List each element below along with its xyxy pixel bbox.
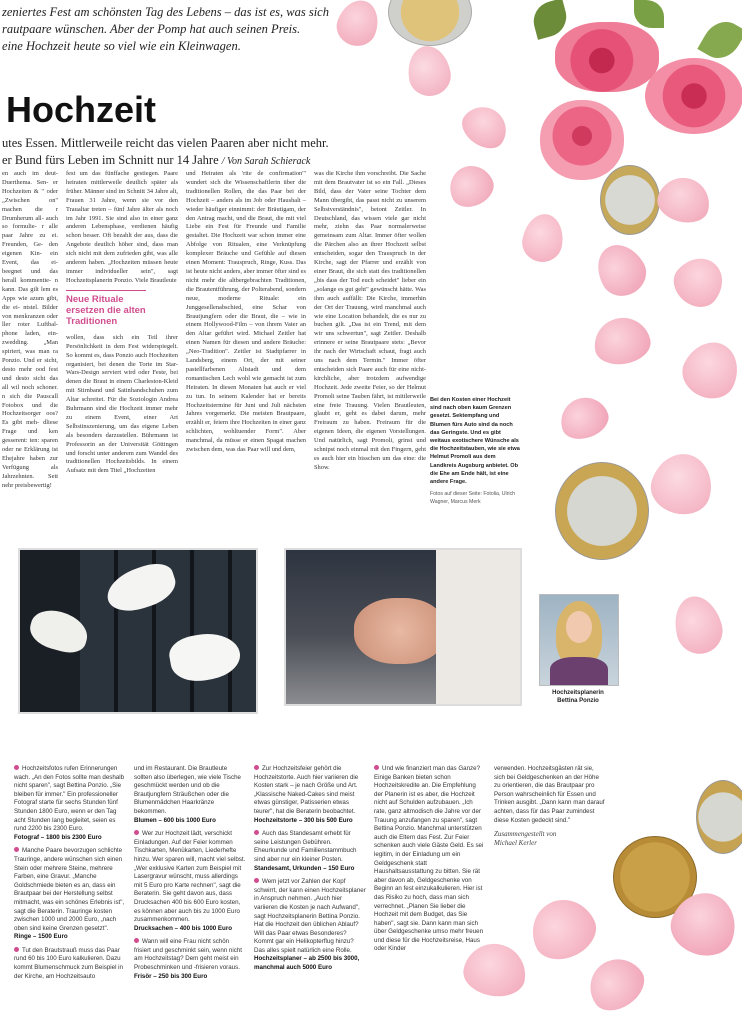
photo-credit: Fotos auf dieser Seite: Fotolia, Ulrich Wagner, Marcus Merk	[430, 491, 516, 505]
pull-quote: Neue Rituale ersetzen die alten Traditionen	[66, 290, 146, 330]
bullet-dot	[134, 938, 139, 943]
cost-column	[14, 765, 126, 1005]
subtitle-line: er Bund fürs Leben im Schnitt nur 14 Jahre	[2, 153, 219, 167]
cost-text: Wer zur Hochzeit lädt, verschickt Einladungen. Auf der Feier kommen Tischkarten, Menükarten, Liederhefte hinzu. Wer sparen will, macht viel selbst. „Wer exklusive Karten zum Beispiel mit Lasergravur wünscht, muss allerdings mit 5 Euro pro Karte rechnen", sagt die Beraterin. Sie geht davon aus, dass Drucksachen 400 bis 600 Euro kosten, es können aber auch bis zu 1000 Euro zusammenkommen.	[134, 830, 246, 924]
top-shape	[550, 657, 608, 686]
coin-decoration	[388, 0, 472, 46]
bullet-dot	[374, 765, 379, 770]
body-column	[66, 170, 178, 540]
cost-text: Tut den Brautstrauß muss das Paar rund 60 bis 100 Euro kalkulieren. Dazu kommt Blumenschmuck zum Beispiel in der Kirche, am Hochzeitsauto	[14, 946, 124, 980]
intro-line: rautpaare wünschen. Aber der Pomp hat auch seinen Preis.	[2, 22, 301, 36]
caption-bold: Bei den Kosten einer Hochzeit sind nach oben kaum Grenzen gesetzt. Sektempfang und Blumen fürs Auto sind da noch das Geringste. Und es gibt weitaus exotischere Wünsche als die Hochzeitstauben, wie sie etwa Helmut Promoli aus dem Landkreis Augsburg anbietet. Ob die Ehe am Ende hält, ist eine andere Frage.	[430, 397, 520, 486]
cost-column	[374, 765, 486, 1005]
body-column: und Heiraten als 'rite de confirmation'" wundert sich die Wissenschaftlerin über die traditionellen Rollen, die das Paar bei der Hochzeit – anders als im Job oder Haushalt – wieder häufiger einnimmt: der Bräutigam, der den Antrag macht, und die Braut, die mit viel Liebe ein Fest für Freunde und Familie gestaltet. Die Hochzeit war schon immer eine Abfolge von Ritualen, eine Verknüpfung komplexer Bräuche und Gefühle auf diesen einen Moment: Trauspruch, Ringe, Kuss. Das ist heute nicht anders, aber immer öfter sind es nicht mehr die altbergebrachten Traditionen, die Brautentführung, der Polterabend, sondern neue, moderne Rituale: ein Junggesellenabschied, eine Schar von Brautjungfern oder die Braut, die – wie in einem Hollywood-Film – von ihrem Vater an den Altar geführt wird. Michael Zeitler hat einen Namen für diesen und andere Bräuche: „Neo-Tradition". Zeitler ist Stadtpfarrer in Landsberg, einem Ort, der mit seiner pastellfarbenen Altstadt und dem romantischen Lech wohl wie gemacht ist zum Heiraten. In diesen Monaten hat auch er viel zu tun. In seinem Kalender hat er bereits Hochzeitstermine für Juni und Juli nächsten Jahres vorgemerkt. Die meisten Brautpaare, erzählt er, feiern ihre Hochzeiten in einer ganz schlichten, wohltuender Form". Aber manchmal, da müsse er einen Spagat machen zwischen dem, was das Paar will und dem,	[186, 170, 306, 454]
bullet-dot	[254, 830, 259, 835]
cost-text: Manche Paare bevorzugen schlichte Trauringe, andere wünschen sich einen Stein oder mehrere Steine, mehrere Farben, eine Gravur. „Manche Goldschmiede bieten es an, dass ein Brautpaar bei der Herstellung selbst mitmacht, was ein schönes Erlebnis ist", sagt die Beraterin. Trauringe kosten zwischen 1000 und 2000 Euro, „nach oben sind keine Grenzen gesetzt".	[14, 847, 125, 932]
coin-decoration	[600, 165, 660, 235]
cost-item	[134, 830, 246, 933]
author-byline: / Von Sarah Schierack	[221, 156, 311, 167]
intro-text	[2, 4, 332, 55]
subtitle	[2, 135, 442, 170]
cost-text: Wann will eine Frau nicht schön frisiert und geschminkt sein, wenn nicht am Hochzeitstag? Dem geht meist ein Probeschminken und -frisieren voraus.	[134, 938, 242, 972]
compiled-by	[494, 830, 606, 848]
subtitle-line: utes Essen. Mittlerweile reicht das vielen Paaren aber nicht mehr.	[2, 136, 329, 150]
petal-decoration	[653, 172, 715, 228]
coin-decoration	[555, 462, 649, 560]
body-column: was die Kirche ihm vorschreibt. Die Sache mit dem Brautvater ist so ein Fall. „Dieses Bild, dass der Vater seine Tochter dem Mann übergibt, das passt nicht zu unserem Selbstverständnis", betont Zeitler. In Deutschland, das wissen viele gar nicht mehr, ziehn das Paar normalerweise gemeinsam zum Altar. Immer öfter wollen die Pärchen also an ihrer Hochzeit selbst entscheiden, sogar den Trauspruch in der Kirche, sagt der Pfarrer und erzählt von einer Braut, die sich statt des traditionellen „bis dass der Tod euch scheidet" lieber ein „solange es gut geht" gewünscht hätte. Was ihm auch auffällt: Die Kirche, immerhin der Ort der Trauung, wird manchmal auch wie eine Location behandelt, die es nur zu buchen gilt. „Das ist ein Trend, mit dem wir uns schwertun", sagt Zeitler. Deshalb erinnere er seine Brautpaare stets: „Bevor ihr nach der Wirtschaft schaut, fragt auch uns nach dem Termin." Immer öfter entscheiden sich Paare auch für eine nicht-kirchliche, aber trotzdem aufwendige Hochzeit. Jede zweite Feier, so der Helmut Promoli seine Tauben fährt, ist mittlerweile eine freie Trauung. Vielen Brautleuten, glaubt er, geht es dabei darum, mehr Freiraum zu haben. Freiraum für die eigenen Ideen, die eigenen Vorstellungen. Und natürlich, sagt Promoli, grinst und schnipst noch einmal mit den Fingern, geht es auch hier ein bisschen um das eine: die Show.	[314, 170, 426, 471]
portrait-caption-line: Bettina Ponzio	[557, 698, 599, 704]
hands-shape	[354, 598, 446, 664]
portrait-photo	[539, 594, 619, 686]
bullet-dot	[254, 765, 259, 770]
leaf-decoration	[634, 0, 664, 28]
portrait-caption-line: Hochzeitsplanerin	[552, 690, 604, 696]
cost-item	[14, 765, 126, 842]
cost-text: Hochzeitsfotos rufen Erinnerungen wach. „An den Fotos sollte man deshalb nicht sparen", sagt Bettina Ponzio. „Sie bleiben für immer." Ein professioneller Fotograf starte für sechs Stunden fünf Stunden 1800 Euro, wenn er den Tag acht Stunden lang begleitet, seien es rund 2200 bis 2300 Euro.	[14, 765, 125, 833]
bullet-dot	[14, 765, 19, 770]
petal-decoration	[519, 211, 567, 265]
body-column: en auch im deut- Duerthema. Sen- er Hochzeiten & " oder „Zwischen on" machen die r Drumherum all- auch so formulie- r alle paar Jahre zu ei. Freunden, Ge- den eigenen Kin- ein Event, das ei- beegnet und das herall kommentie- n kann. Das gilt lem es Apps wie azum gibt, die ei- ntstel. Bilder von menkranzen oder ller roter Luftbal- phone laden, ein- zwedding. „Man spiriert, was man ra Ponzio. Und er sicht, desto mehr ood fest und desto sicht das all wil noch schoner. n sich die Pauscall Fotobox und die Hochzeitsorger oos? Es gibt meh- dliese Frage und ken gesserent: ten: sparen oder ne Erklärung ist Ehejahre haben zur Verfügung als Jahrzehnten. Sett nehr preisbewertig!	[2, 170, 58, 489]
cost-text: und im Restaurant. Die Brautleute sollten also überlegen, wie viele Tische geschmückt werden und ob die Brautjungfern Sträußchen oder die Blumenmädchen Haarkränze bekommen.	[134, 765, 241, 815]
cost-column	[254, 765, 366, 1005]
cost-item	[14, 947, 126, 981]
body-text: fest um das fünffache gestiegen. Paare heiraten mittlerweile deutlich später als früher. Männer sind im Schnitt 34 Jahre alt, Frauen 31 Jahre, wenn sie vor den Traualtar treten – fünf Jahre älter als noch im Jahr 1991. Sie sind also in einer ganz anderen Lebensphase, verdienen häufig schon besser. Oft bezahlt der aus, dass die Angebote deutlich höher sind, dass man sich nicht mit dem zufrieden gibt, was alle anderen haben. „Hochzeiten müssen heute immer individueller sein", sagt Hochzeitsplanerin Ponzio. Viele Brautleute	[66, 170, 178, 284]
dress-shape	[436, 550, 520, 704]
petal-decoration	[443, 159, 500, 214]
bullet-dot	[14, 847, 19, 852]
rose-decoration	[540, 100, 624, 180]
doves-photo	[18, 548, 258, 714]
face-shape	[566, 611, 592, 643]
cost-text: Und wie finanziert man das Ganze? Einige Banken bieten schon Hochzeitskredite an. Die Empfehlung der Planerin ist es aber, die Hochzeit nicht auf Schulden aufzubauen. „Ich rate, ganz altmodisch die Jahre vor der Trauung anzufangen zu sparen", sagt Bettina Ponzio. Manchmal unterstützen auch die Eltern das Fest. Zur Feier schenken auch viele Gäste Geld. Es sei legitim, in der Einladung um ein Geldgeschenk statt Haushaltsausstattung zu bitten. Sie rät aber davon ab, Geldgeschenke von Beginn an fest einzukalkulieren. Hier ist das Risiko zu hoch, dass man sich verrechnet. „Planen Sie lieber die Hochzeit mit dem Budget, das Sie haben", sagt sie. Dann kann man sich über Geldgeschenke umso mehr freuen und diese für die Hochzeitsreise, Haus oder Kinder	[374, 765, 484, 953]
cost-item	[134, 765, 246, 825]
cost-summary: Hochzeitstorte – 300 bis 500 Euro	[254, 816, 353, 824]
petal-decoration	[579, 948, 652, 1019]
petal-decoration	[455, 98, 514, 156]
cost-text: Wem jetzt vor Zahlen der Kopf schwirrt, der kann einen Hochzeitsplaner in Anspruch nehmen. „Auch hier variieren die Kosten je nach Aufwand", sagt Hochzeitsplanerin Bettina Ponzio. Hat die Hochzeit den üblichen Ablauf? Will das Paar etwas Besonderes? Kommt gar ein Helikopterflug hinzu? Das alles spielt natürlich eine Rolle.	[254, 878, 366, 954]
petal-decoration	[588, 236, 654, 304]
hands-photo	[284, 548, 522, 706]
coin-decoration	[696, 780, 742, 854]
cost-summary: Standesamt, Urkunden – 150 Euro	[254, 864, 355, 872]
petal-decoration	[645, 447, 718, 520]
bullet-dot	[14, 947, 19, 952]
petal-decoration	[331, 0, 384, 51]
cost-text: verwenden. Hochzeitsgästen rät sie, sich bei Geldgeschenken an der Höhe zu orientieren, die das Brautpaar pro Person wahrscheinlich für Essen und Trinken ausgibt. „Dann kann man darauf achten, dass für das Paar zumindest diese Kosten gedeckt sind."	[494, 765, 605, 824]
cost-summary: Frisör – 250 bis 300 Euro	[134, 972, 208, 980]
petal-decoration	[665, 248, 733, 316]
petal-decoration	[555, 391, 614, 445]
intro-line: zeniertes Fest am schönsten Tag des Lebens – das ist es, was sich	[2, 5, 329, 19]
petal-decoration	[404, 43, 454, 100]
intro-line: eine Hochzeit heute so viel wie ein Kleinwagen.	[2, 39, 241, 53]
cost-column	[134, 765, 246, 1005]
cost-summary: Blumen – 600 bis 1000 Euro	[134, 816, 216, 824]
petal-decoration	[675, 333, 742, 407]
cost-item	[134, 938, 246, 981]
compiled-by-name: Michael Kerler	[494, 839, 537, 848]
cost-item	[374, 765, 486, 954]
page-title: Hochzeit	[6, 89, 157, 130]
bullet-dot	[254, 878, 259, 883]
photo-caption	[430, 396, 520, 506]
petal-decoration	[590, 313, 653, 368]
petal-decoration	[668, 591, 727, 659]
cost-text: Auch das Standesamt erhebt für seine Leistungen Gebühren. Eheurkunde und Familienstammbuch sind aber nur ein kleiner Posten.	[254, 830, 357, 863]
petal-decoration	[522, 889, 605, 969]
cost-item	[254, 830, 366, 873]
cost-item	[254, 765, 366, 825]
cost-item	[14, 847, 126, 942]
portrait-caption	[536, 689, 620, 705]
rose-decoration	[645, 58, 742, 134]
rose-decoration	[555, 22, 659, 92]
cost-summary: Ringe – 1500 Euro	[14, 933, 68, 941]
cost-text: Zur Hochzeitsfeier gehört die Hochzeitstorte. Auch hier variieren die Kosten stark – je nach Größe und Art. „Klassische Naked-Cakes sind meist etwas günstiger, Patisserien etwas teurer", hat die Beraterin beobachtet.	[254, 765, 359, 815]
body-text: wollen, dass sich ein Teil ihrer Persönlichkeit in dem Fest widerspiegelt. So kommt es, dass Ponzio auch Hochzeiten organisiert, bei denen die Torte im Star-Wars-Design serviert wird oder Feste, bei denen die Braut in einem Charleston-Kleid mit Stirnband und Satinhandschuhen zum Altar schreitet. Für die Soziologin Andrea Buhrmann sind die Hochzeit immer mehr zu einem Event, einer Art Selbstinszenierung, um das eigene Leben als besonders darzustellen. Bührmann ist Professorin an der Universität Göttingen und forscht unter anderem zum Wandel des traditionellen Hochzeitsbilds. In einem Aufsatz mit dem Titel „Hochzeiten	[66, 333, 178, 475]
cost-column	[494, 765, 606, 865]
cost-summary: Fotograf – 1800 bis 2300 Euro	[14, 833, 102, 841]
compiled-by-label: Zusammengestellt von	[494, 830, 557, 839]
cost-summary: Hochzeitsplaner – ab 2500 bis 3000, manchmal auch 5000 Euro	[254, 955, 360, 972]
cost-item	[494, 765, 606, 825]
bullet-dot	[134, 830, 139, 835]
cost-item	[254, 878, 366, 973]
cost-summary: Drucksachen – 400 bis 1000 Euro	[134, 924, 233, 932]
